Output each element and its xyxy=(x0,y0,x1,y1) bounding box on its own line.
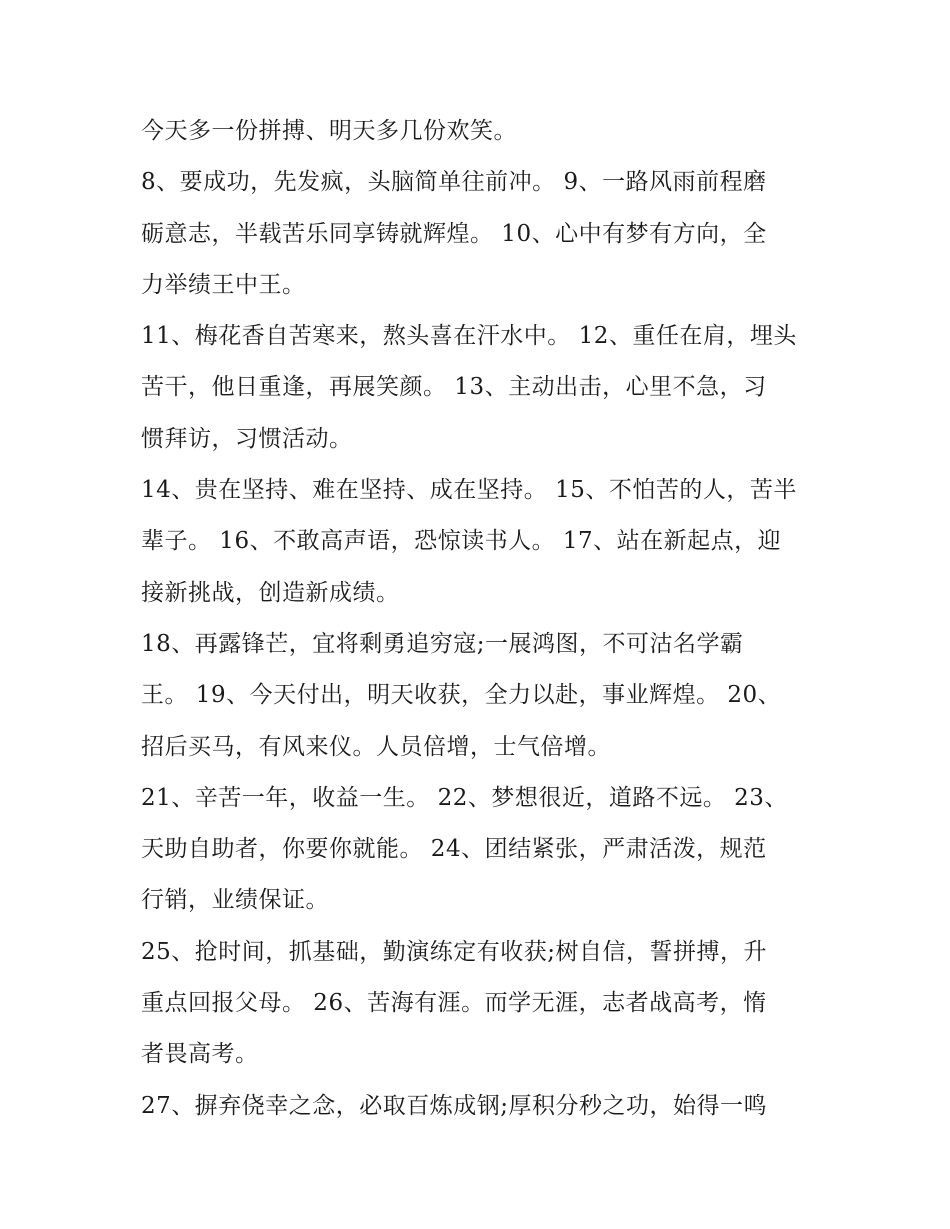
text-line: 王。 19、今天付出，明天收获，全力以赴，事业辉煌。 20、 xyxy=(141,682,782,709)
text-line: 25、抢时间，抓基础，勤演练定有收获;树自信，誓拼搏，升 xyxy=(141,938,768,965)
text-line: 砺意志，半载苦乐同享铸就辉煌。 10、心中有梦有方向，全 xyxy=(141,220,767,247)
text-line: 11、梅花香自苦寒来，熬头喜在汗水中。 12、重任在肩，埋头 xyxy=(141,323,797,350)
text-line: 今天多一份拼搏、明天多几份欢笑。 xyxy=(141,118,517,144)
document-body xyxy=(141,106,821,1132)
text-line: 接新挑战，创造新成绩。 xyxy=(141,579,400,606)
text-line: 辈子。 16、不敢高声语，恐惊读书人。 17、站在新起点，迎 xyxy=(141,528,782,555)
text-line: 14、贵在坚持、难在坚持、成在坚持。 15、不怕苦的人，苦半 xyxy=(141,477,797,504)
text-line: 27、摒弃侥幸之念，必取百炼成钢;厚积分秒之功，始得一鸣 xyxy=(141,1092,768,1119)
text-line: 8、要成功，先发疯，头脑简单往前冲。 9、一路风雨前程磨 xyxy=(141,169,767,196)
text-line: 苦干，他日重逢，再展笑颜。 13、主动出击，心里不急，习 xyxy=(141,374,767,401)
text-line: 18、再露锋芒，宜将剩勇追穷寇;一展鸿图，不可沽名学霸 xyxy=(141,630,744,657)
text-line: 重点回报父母。 26、苦海有涯。而学无涯，志者战高考，惰 xyxy=(141,990,767,1017)
text-line: 力举绩王中王。 xyxy=(141,271,306,298)
text-line: 惯拜访，习惯活动。 xyxy=(141,425,353,452)
text-line: 招后买马，有风来仪。人员倍增，士气倍增。 xyxy=(141,733,611,760)
text-line: 21、辛苦一年，收益一生。 22、梦想很近，道路不远。 23、 xyxy=(141,784,788,811)
text-line: 行销，业绩保证。 xyxy=(141,887,329,914)
text-line: 天助自助者，你要你就能。 24、团结紧张，严肃活泼，规范 xyxy=(141,836,767,863)
text-line: 者畏高考。 xyxy=(141,1041,259,1068)
